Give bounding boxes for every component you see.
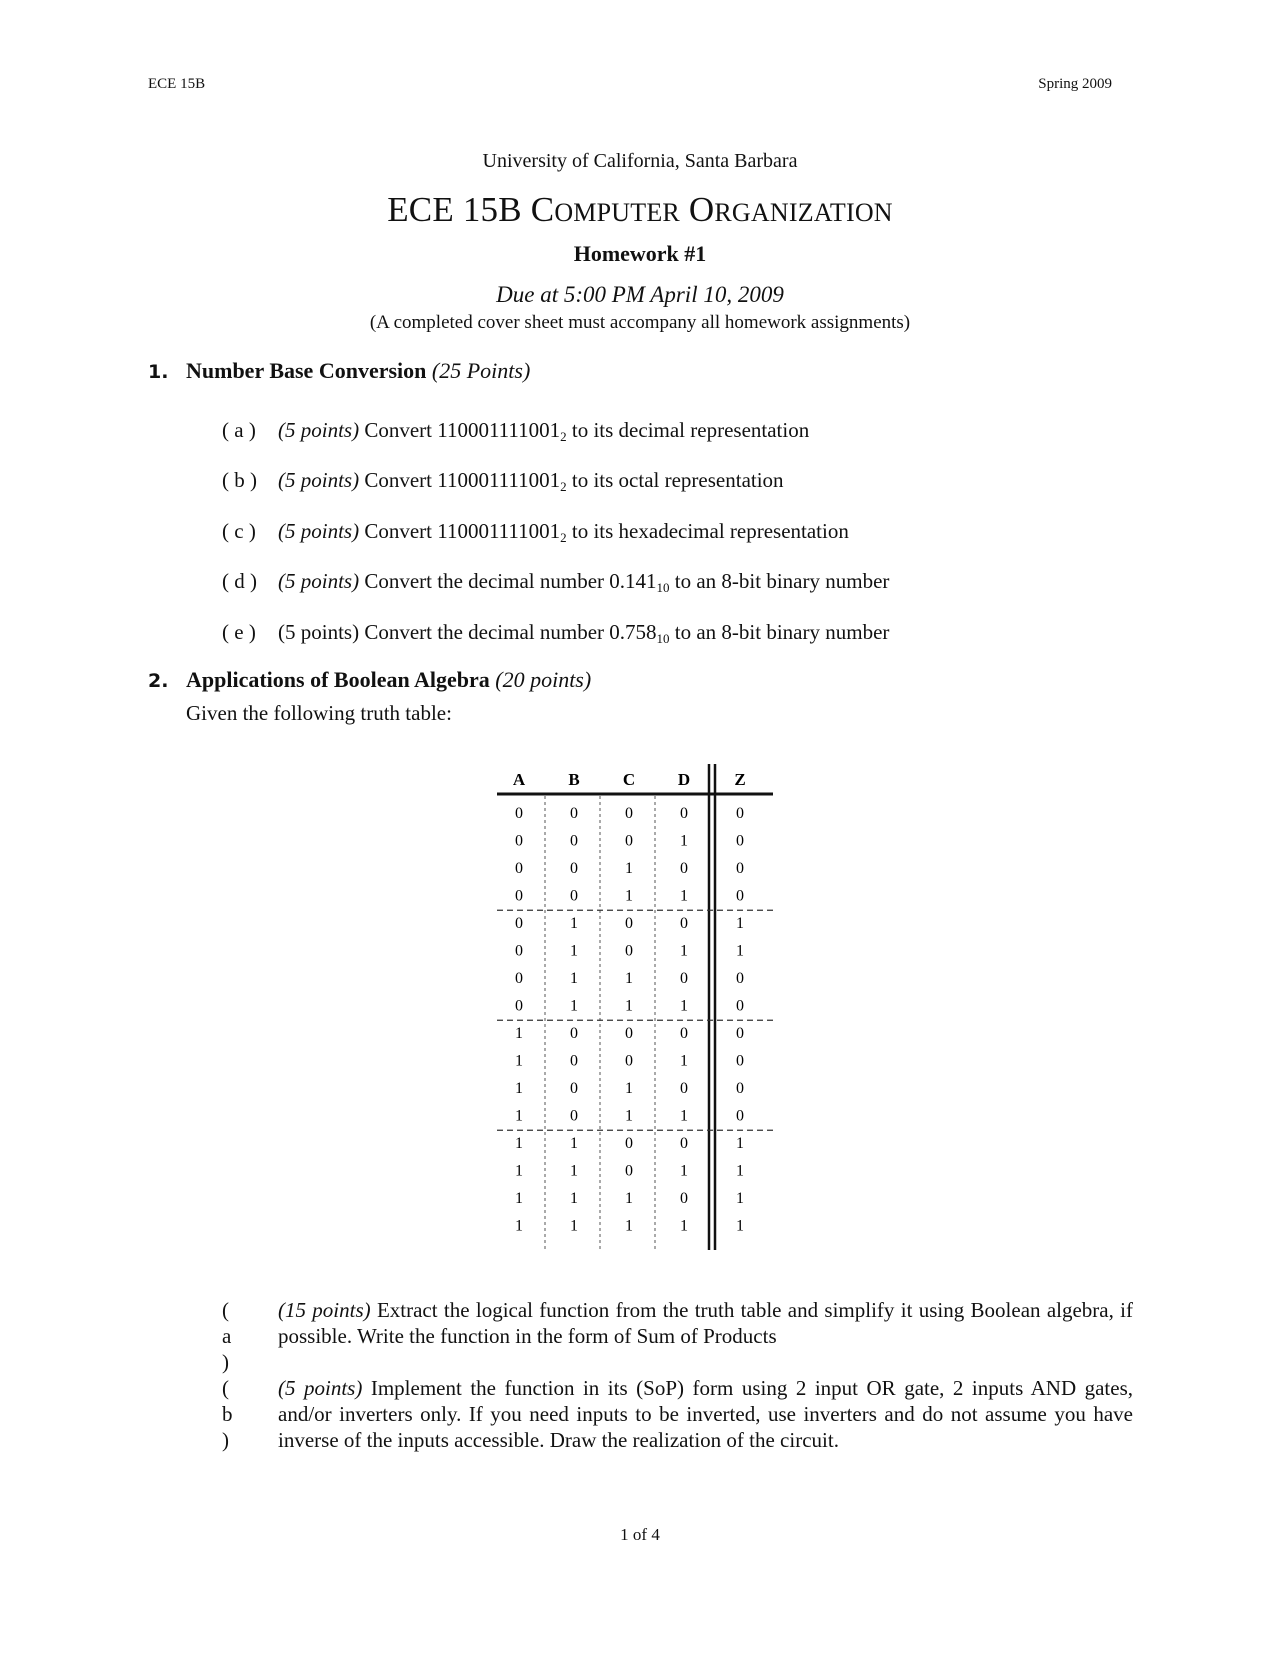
- truth-table-cell: 1: [515, 1080, 523, 1097]
- truth-table-cell: 0: [680, 970, 688, 987]
- problem-1-points: (25 Points): [431, 358, 531, 383]
- problem-2a-label: ( a ): [222, 1298, 232, 1374]
- item-text: (5 points) Convert $110001111001_2$ to its decimal representation: [278, 418, 810, 444]
- truth-table-cell: 1: [680, 1217, 688, 1235]
- truth-table-cell: 0: [625, 1162, 633, 1180]
- header-course: ECE 15B: [148, 76, 206, 92]
- truth-table-cell: 1: [570, 1217, 578, 1235]
- header-term: Spring 2009: [1038, 76, 1112, 92]
- truth-table-cell: 0: [680, 860, 688, 877]
- truth-table-cell: 1: [625, 887, 633, 905]
- truth-table-cell: 0: [680, 915, 688, 932]
- truth-table-cell: 0: [515, 860, 523, 877]
- problem-2a-text: Extract the logical function from the truth table and simplify it using Boolean algebra, if possible. Write the function in the form of Sum of Products: [278, 1298, 1133, 1348]
- problem-2b-points: (5 points): [278, 1376, 363, 1400]
- truth-table-header: D: [677, 770, 691, 789]
- truth-table-cell: 0: [625, 832, 633, 850]
- truth-table-cell: 1: [570, 942, 578, 960]
- truth-table-cell: 1: [625, 1107, 633, 1125]
- course-title: [0, 190, 1280, 230]
- truth-table-cell: 1: [680, 1052, 688, 1070]
- truth-table-cell: 0: [736, 805, 744, 822]
- truth-table-cell: 0: [736, 1080, 744, 1097]
- homework-title: Homework #1: [573, 241, 707, 266]
- truth-table-cell: 1: [625, 1190, 633, 1207]
- item-label: ( c ): [222, 519, 256, 543]
- truth-table-cell: 0: [570, 1107, 578, 1125]
- number-base: 10: [656, 580, 670, 595]
- truth-table-cell: 1: [570, 915, 578, 932]
- item-points: (5 points): [278, 569, 360, 593]
- truth-table-cell: 1: [625, 997, 633, 1015]
- item-text: (5 points) Convert the decimal number $0.141_{10}$ to an 8-bit binary number: [278, 569, 890, 595]
- truth-table-cell: 1: [570, 1135, 578, 1152]
- truth-table-cell: 0: [570, 805, 578, 822]
- truth-table-cell: 0: [515, 942, 523, 960]
- truth-table-header: A: [512, 770, 526, 789]
- item-points: (5 points): [278, 418, 360, 442]
- due-date: Due at 5:00 PM April 10, 2009: [496, 282, 784, 307]
- truth-table-cell: 1: [625, 1080, 633, 1097]
- truth-table-header: Z: [734, 770, 746, 789]
- truth-table-cell: 1: [570, 1162, 578, 1180]
- truth-table-cell: 1: [570, 997, 578, 1015]
- truth-table-cell: 0: [625, 805, 633, 822]
- problem-2-number: 2.: [148, 670, 169, 692]
- problem-2-points: (20 points): [495, 667, 592, 692]
- truth-table-cell: 1: [515, 1052, 523, 1070]
- truth-table-cell: 1: [570, 970, 578, 987]
- page-number: 1 of 4: [620, 1525, 660, 1544]
- truth-table-cell: 1: [680, 832, 688, 850]
- truth-table-cell: 0: [736, 997, 744, 1015]
- truth-table-cell: 0: [570, 887, 578, 905]
- truth-table-cell: 0: [570, 860, 578, 877]
- truth-table-cell: 1: [736, 1135, 744, 1152]
- truth-table-cell: 1: [680, 997, 688, 1015]
- truth-table-cell: 1: [680, 942, 688, 960]
- truth-table-cell: 1: [736, 915, 744, 932]
- truth-table-cell: 0: [680, 1025, 688, 1042]
- item-points: (5 points): [278, 519, 360, 543]
- truth-table-cell: 0: [625, 942, 633, 960]
- problem-2a-points: (15 points): [278, 1298, 371, 1322]
- item-label: ( a ): [222, 418, 256, 442]
- truth-table-cell: 0: [736, 970, 744, 987]
- truth-table-cell: 0: [736, 1107, 744, 1125]
- university: University of California, Santa Barbara: [482, 150, 798, 172]
- truth-table-cell: 0: [680, 1135, 688, 1152]
- truth-table-cell: 0: [570, 832, 578, 850]
- truth-table-cell: 0: [515, 805, 523, 822]
- truth-table-cell: 1: [625, 860, 633, 877]
- truth-table-cell: 0: [625, 915, 633, 932]
- truth-table-cell: 1: [736, 1217, 744, 1235]
- truth-table-header: C: [622, 770, 636, 789]
- truth-table-cell: 1: [515, 1217, 523, 1235]
- truth-table-cell: 0: [736, 1052, 744, 1070]
- number-base: 2: [560, 530, 567, 545]
- truth-table-cell: 1: [515, 1190, 523, 1207]
- number-base: 2: [560, 429, 567, 444]
- course-prefix: ECE 15B: [387, 190, 522, 229]
- item-text: (5 points) Convert $110001111001_2$ to its octal representation: [278, 468, 784, 494]
- truth-table-cell: 0: [570, 1080, 578, 1097]
- problem-2-title: Applications of Boolean Algebra: [186, 667, 490, 692]
- truth-table-cell: 1: [680, 1162, 688, 1180]
- truth-table-header: B: [568, 770, 580, 789]
- problem-1-title: Number Base Conversion: [186, 358, 427, 383]
- truth-table-cell: 0: [625, 1025, 633, 1042]
- truth-table-cell: 0: [680, 1080, 688, 1097]
- cover-sheet-note: (A completed cover sheet must accompany all homework assignments): [369, 312, 911, 333]
- number-base: 2: [560, 479, 567, 494]
- truth-table-cell: 1: [515, 1135, 523, 1152]
- truth-table-cell: 0: [515, 997, 523, 1015]
- truth-table-cell: 0: [515, 915, 523, 932]
- item-label: ( b ): [222, 468, 257, 492]
- problem-2b-label: ( b ): [222, 1376, 233, 1452]
- truth-table-cell: 0: [515, 832, 523, 850]
- item-text: (5 points) Convert $110001111001_2$ to its hexadecimal representation: [278, 519, 849, 545]
- truth-table-cell: 1: [515, 1162, 523, 1180]
- truth-table-cell: 1: [625, 970, 633, 987]
- truth-table-cell: 1: [736, 1162, 744, 1180]
- truth-table-cell: 0: [515, 887, 523, 905]
- truth-table-cell: 0: [736, 1025, 744, 1042]
- item-label: ( e ): [222, 620, 256, 644]
- problem-1-number: 1.: [148, 361, 169, 383]
- truth-table-cell: 0: [736, 832, 744, 850]
- item-text: (5 points) Convert the decimal number $0.758_{10}$ to an 8-bit binary number: [278, 620, 890, 646]
- truth-table-cell: 0: [680, 805, 688, 822]
- truth-table-cell: 1: [680, 887, 688, 905]
- problem-2b-text: Implement the function in its (SoP) form using 2 input OR gate, 2 inputs AND gates, and/or inverters only. If you need inputs to be inverted, use inverters and do not assume you have inverse of the inputs accessible. Draw the realization of the circuit.: [278, 1376, 1134, 1452]
- truth-table-cell: 1: [736, 1190, 744, 1207]
- given-text: Given the following truth table:: [186, 701, 452, 725]
- truth-table-cell: 0: [570, 1052, 578, 1070]
- truth-table-cell: 0: [680, 1190, 688, 1207]
- truth-table-cell: 0: [515, 970, 523, 987]
- truth-table-cell: 0: [625, 1135, 633, 1152]
- item-points: (5 points): [278, 468, 360, 492]
- truth-table: [497, 764, 777, 1250]
- truth-table-cell: 1: [680, 1107, 688, 1125]
- item-label: ( d ): [222, 569, 257, 593]
- truth-table-cell: 1: [515, 1107, 523, 1125]
- truth-table-cell: 0: [736, 887, 744, 905]
- truth-table-cell: 0: [625, 1052, 633, 1070]
- course-name: COMPUTER ORGANIZATION: [530, 190, 893, 229]
- truth-table-cell: 1: [515, 1025, 523, 1042]
- truth-table-cell: 0: [570, 1025, 578, 1042]
- item-points: (5 points): [278, 620, 360, 644]
- truth-table-cell: 0: [736, 860, 744, 877]
- truth-table-cell: 1: [625, 1217, 633, 1235]
- number-base: 10: [656, 631, 670, 646]
- truth-table-cell: 1: [570, 1190, 578, 1207]
- truth-table-cell: 1: [736, 942, 744, 960]
